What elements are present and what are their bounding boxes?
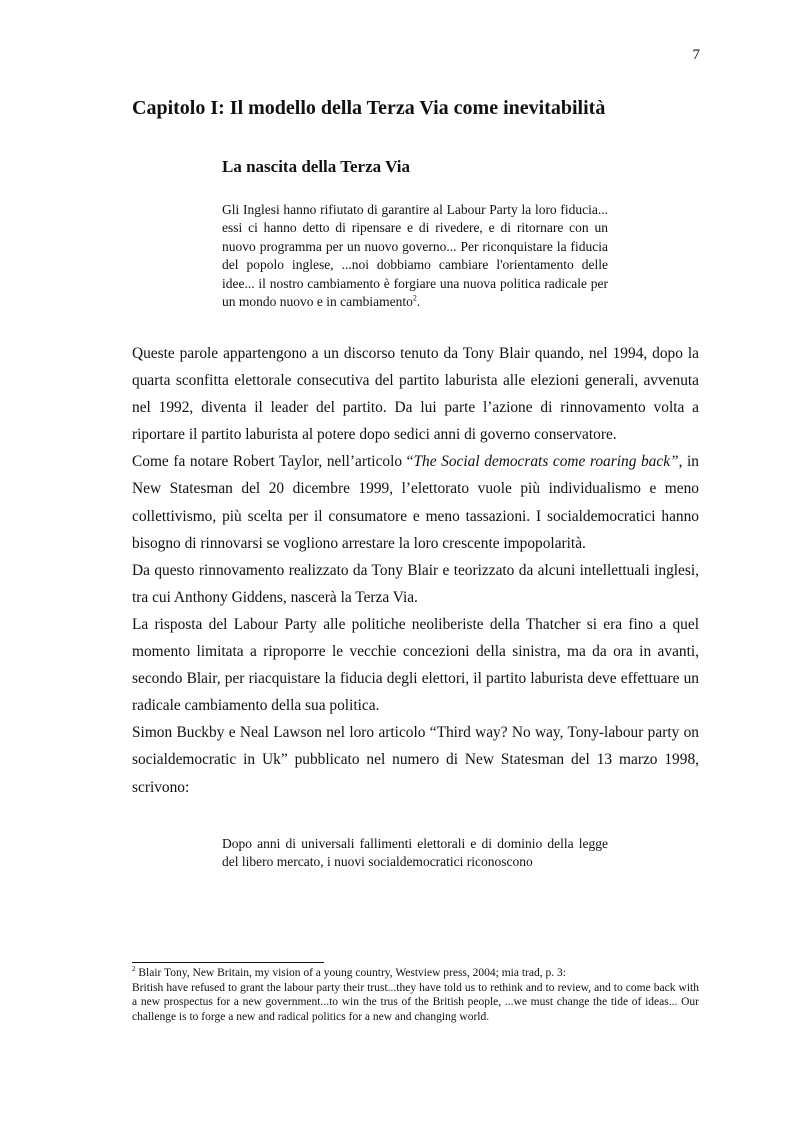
paragraph-blair-speech: Queste parole appartengono a un discorso tenuto da Tony Blair quando, nel 1994, dopo la quarta sconfitta elettorale consecutiva del partito laburista alle elezioni generali, avvenuta nel 1992, diventa il leader del partito. Da lui parte l’azione di rinnovamento volta a riportare il partito laburista al potere dopo sedici anni di governo conservatore. <box>132 345 699 444</box>
section-title: La nascita della Terza Via <box>222 157 410 176</box>
article-title: The Social democrats come roaring back” <box>413 453 679 471</box>
paragraph-taylor <box>132 448 699 556</box>
block-quote-blair <box>222 201 608 311</box>
footnote-divider <box>132 962 324 963</box>
footnote-original-text: British have refused to grant the labour party their trust...they have told us to rethink and to review, and to come back with a new prospectus for a new government...to win the trus of the British people, ...we must change the tide of ideas... Our challenge is to forge a new and radical politics for a new and changing world. <box>132 981 699 1023</box>
paragraph-labour-response: La risposta del Labour Party alle politiche neoliberiste della Thatcher si era fino a quel momento limitata a riproporre le vecchie concezioni della sinistra, ma da ora in avanti, secondo Blair, per riacquistare la fiducia degli elettori, il partito laburista deve effettuare un radicale cambiamento della sua politica. <box>132 615 699 715</box>
body-text <box>132 340 699 801</box>
footnote-citation <box>132 966 699 981</box>
paragraph-buckby-lawson: Simon Buckby e Neal Lawson nel loro articolo “Third way? No way, Tony-labour party on socialdemocratic in Uk” pubblicato nel numero di New Statesman del 13 marzo 1998, scrivono: <box>132 724 699 796</box>
quote-text: Gli Inglesi hanno rifiutato di garantire al Labour Party la loro fiducia... essi ci hanno detto di ripensare e di rivedere, e di ritornare con un nuovo programma per un nuovo governo... Per riconquistare la fiducia del popolo inglese, ...noi dobbiamo cambiare l'orientamento delle idee... il nostro cambiamento è forgiare una nuova politica radicale per un mondo nuovo e in cambiamento <box>222 202 608 310</box>
quote-end: . <box>416 294 421 310</box>
footnote-number: 2 <box>132 965 136 974</box>
footnote-reference[interactable]: 2 <box>412 293 417 303</box>
chapter-title: Capitolo I: Il modello della Terza Via come inevitabilità <box>132 97 606 119</box>
page-number: 7 <box>692 47 700 63</box>
footnote-citation-text: Blair Tony, New Britain, my vision of a young country, Westview press, 2004; mia trad, p. 3: <box>135 967 566 979</box>
paragraph-giddens: Da questo rinnovamento realizzato da Tony Blair e teorizzato da alcuni intellettuali inglesi, tra cui Anthony Giddens, nascerà la Terza Via. <box>132 561 699 606</box>
block-quote-socialdemocrats: Dopo anni di universali fallimenti elettorali e di dominio della legge del libero mercato, i nuovi socialdemocratici riconoscono <box>222 836 608 870</box>
footnote <box>132 966 699 1024</box>
paragraph-taylor-intro: Come fa notare Robert Taylor, nell’articolo “ <box>132 453 414 471</box>
paragraph-taylor-rest: , in New Statesman del 20 dicembre 1999, l’elettorato vuole più individualismo e meno collettivismo, più scelta per il consumatore e meno tassazioni. I socialdemocratici hanno bisogno di rinnovarsi se vogliono arrestare la loro crescente impopolarità. <box>132 453 700 552</box>
